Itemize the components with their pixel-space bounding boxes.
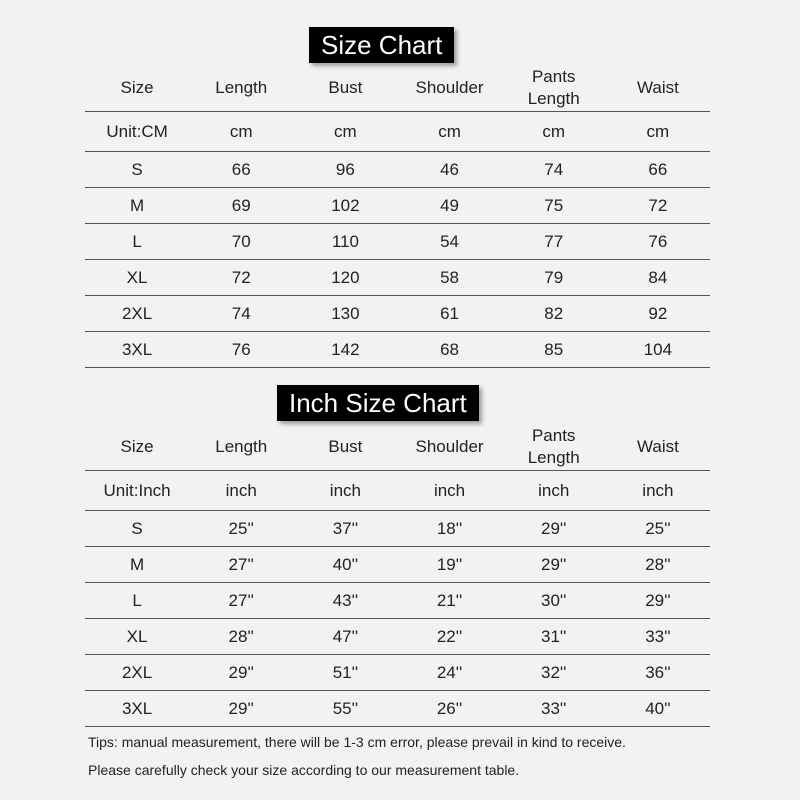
table-row-cell: 54	[397, 224, 501, 260]
table-row-cell: 29''	[606, 583, 710, 619]
table-row-cell: 75	[502, 188, 606, 224]
table-row-cell: 37''	[293, 511, 397, 547]
unit-row-cell: inch	[606, 471, 710, 511]
table-row	[85, 152, 710, 188]
table-row-cell: 74	[189, 296, 293, 332]
unit-row-cell: cm	[189, 112, 293, 152]
table-row-cell: 110	[293, 224, 397, 260]
table-row	[85, 188, 710, 224]
header-row-cell: Length	[189, 423, 293, 471]
unit-row	[85, 112, 710, 152]
table-row-cell: 85	[502, 332, 606, 368]
table-row-cell: 40''	[606, 691, 710, 727]
table-row-cell: 33''	[502, 691, 606, 727]
table-row-cell: 120	[293, 260, 397, 296]
table-row-cell: 24''	[397, 655, 501, 691]
table-row-cell: 84	[606, 260, 710, 296]
table-row-cell: 29''	[502, 511, 606, 547]
table-row-cell: 25''	[606, 511, 710, 547]
header-row-cell: Size	[85, 423, 189, 471]
table-row	[85, 547, 710, 583]
table-row-cell: 36''	[606, 655, 710, 691]
table-row-cell: 29''	[189, 691, 293, 727]
unit-row-cell: inch	[293, 471, 397, 511]
header-row-cell: Shoulder	[397, 423, 501, 471]
table-row-cell: 104	[606, 332, 710, 368]
table-row-cell: 68	[397, 332, 501, 368]
table-row-cell: 47''	[293, 619, 397, 655]
table-row-cell: 27''	[189, 547, 293, 583]
unit-row-cell: cm	[397, 112, 501, 152]
table-row-cell: 76	[189, 332, 293, 368]
table-row-cell: 130	[293, 296, 397, 332]
unit-row	[85, 471, 710, 511]
table-row-cell: M	[85, 188, 189, 224]
cm-size-table	[85, 64, 710, 368]
table-row	[85, 260, 710, 296]
header-row-cell: Size	[85, 64, 189, 112]
table-row-cell: L	[85, 224, 189, 260]
table-row	[85, 583, 710, 619]
header-row	[85, 423, 710, 471]
inch-size-table	[85, 423, 710, 727]
table-row-cell: 22''	[397, 619, 501, 655]
table-row-cell: 2XL	[85, 296, 189, 332]
table-row-cell: 31''	[502, 619, 606, 655]
header-row-cell: Bust	[293, 64, 397, 112]
unit-row-cell: inch	[397, 471, 501, 511]
table-row-cell: 92	[606, 296, 710, 332]
unit-row-cell: cm	[502, 112, 606, 152]
unit-row-cell: cm	[606, 112, 710, 152]
table-row-cell: 55''	[293, 691, 397, 727]
table-row-cell: 21''	[397, 583, 501, 619]
table-row-cell: 72	[189, 260, 293, 296]
table-row-cell: 66	[606, 152, 710, 188]
header-row-cell: Pants Length	[502, 64, 606, 112]
table-row-cell: 33''	[606, 619, 710, 655]
table-row-cell: S	[85, 511, 189, 547]
inch-chart-title: Inch Size Chart	[277, 385, 479, 421]
table-row-cell: 40''	[293, 547, 397, 583]
unit-row-cell: inch	[502, 471, 606, 511]
table-row-cell: 29''	[189, 655, 293, 691]
table-row-cell: 96	[293, 152, 397, 188]
header-row-cell: Waist	[606, 423, 710, 471]
table-row-cell: 82	[502, 296, 606, 332]
header-row-cell: Pants Length	[502, 423, 606, 471]
header-row-cell: Waist	[606, 64, 710, 112]
table-row-cell: 74	[502, 152, 606, 188]
table-row-cell: 26''	[397, 691, 501, 727]
unit-row-cell: cm	[293, 112, 397, 152]
table-row-cell: 70	[189, 224, 293, 260]
table-row-cell: 32''	[502, 655, 606, 691]
table-row-cell: 25''	[189, 511, 293, 547]
table-row	[85, 511, 710, 547]
table-row-cell: 43''	[293, 583, 397, 619]
table-row	[85, 691, 710, 727]
table-row-cell: 18''	[397, 511, 501, 547]
table-row-cell: 27''	[189, 583, 293, 619]
table-row-cell: 46	[397, 152, 501, 188]
table-row-cell: 30''	[502, 583, 606, 619]
unit-row-cell: inch	[189, 471, 293, 511]
cm-chart-title: Size Chart	[309, 27, 454, 63]
tip-measurement-error: Tips: manual measurement, there will be 1-3 cm error, please prevail in kind to receive.	[88, 734, 626, 750]
table-row-cell: M	[85, 547, 189, 583]
table-row-cell: S	[85, 152, 189, 188]
header-row	[85, 64, 710, 112]
table-row-cell: 3XL	[85, 691, 189, 727]
table-row	[85, 655, 710, 691]
table-row-cell: 3XL	[85, 332, 189, 368]
table-row-cell: 79	[502, 260, 606, 296]
table-row-cell: 69	[189, 188, 293, 224]
tip-check-size: Please carefully check your size according to our measurement table.	[88, 762, 520, 778]
unit-row-cell: Unit:CM	[85, 112, 189, 152]
table-row-cell: 29''	[502, 547, 606, 583]
header-row-cell: Shoulder	[397, 64, 501, 112]
table-row-cell: L	[85, 583, 189, 619]
table-row-cell: 58	[397, 260, 501, 296]
table-row-cell: 61	[397, 296, 501, 332]
table-row	[85, 224, 710, 260]
header-row-cell: Bust	[293, 423, 397, 471]
table-row	[85, 296, 710, 332]
table-row-cell: 28''	[189, 619, 293, 655]
table-row-cell: XL	[85, 619, 189, 655]
table-row-cell: XL	[85, 260, 189, 296]
table-row-cell: 72	[606, 188, 710, 224]
table-row-cell: 49	[397, 188, 501, 224]
table-row-cell: 76	[606, 224, 710, 260]
table-row-cell: 51''	[293, 655, 397, 691]
table-row-cell: 142	[293, 332, 397, 368]
table-row-cell: 2XL	[85, 655, 189, 691]
unit-row-cell: Unit:Inch	[85, 471, 189, 511]
table-row-cell: 102	[293, 188, 397, 224]
table-row-cell: 77	[502, 224, 606, 260]
header-row-cell: Length	[189, 64, 293, 112]
table-row	[85, 619, 710, 655]
table-row-cell: 28''	[606, 547, 710, 583]
table-row-cell: 66	[189, 152, 293, 188]
table-row	[85, 332, 710, 368]
table-row-cell: 19''	[397, 547, 501, 583]
